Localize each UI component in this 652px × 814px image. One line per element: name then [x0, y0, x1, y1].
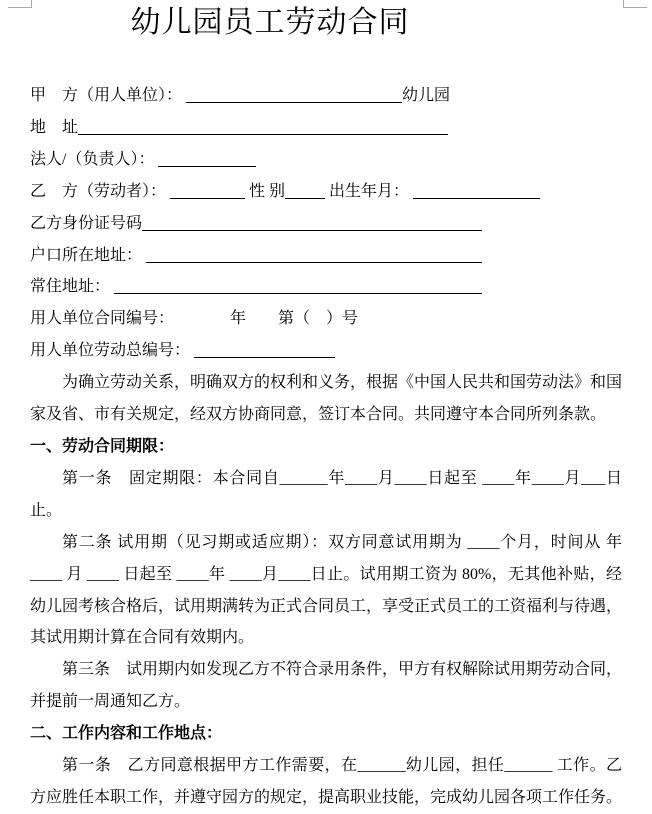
page-corner-mark-top-right — [623, 0, 647, 8]
field-text: 幼儿园 — [401, 87, 450, 104]
field-text: 常住地址： — [30, 278, 115, 296]
field-section — [30, 80, 622, 367]
form-line — [30, 112, 448, 144]
blank-underline — [186, 86, 402, 103]
paragraph: 第一条 乙方同意根据甲方工作需要，在______幼儿园，担任______ 工作。乙方应胜任本职工作，并遵守园方的规定，提高职业技能，完成幼儿园各项工作任务。 — [30, 757, 623, 806]
blank-underline — [413, 182, 540, 199]
paragraph: 第三条 试用期内如发现乙方不符合录用条件，甲方有权解除试用期劳动合同，并提前一周通知乙方。 — [30, 661, 623, 711]
blank-underline — [170, 182, 245, 199]
form-line — [30, 208, 482, 240]
blank-underline — [146, 246, 482, 263]
field-text: 乙方身份证号码 — [30, 214, 143, 232]
blank-underline — [285, 182, 325, 199]
blank-underline — [158, 150, 256, 167]
blank-underline — [142, 214, 482, 231]
paragraph: 第一条 固定期限：本合同自______年____月____日起至 ____年____月___日止。 — [30, 469, 622, 519]
blank-underline — [78, 118, 448, 135]
paragraph: 为确立劳动关系，明确双方的权利和义务，根据《中国人民共和国劳动法》和国家及省、市有关规定，经双方协商同意，签订本合同。共同遵守本合同所列条款。 — [30, 374, 623, 424]
document-title: 幼儿园员工劳动合同 — [130, 6, 410, 39]
form-line — [30, 271, 482, 303]
field-text: 地 址 — [30, 118, 79, 136]
form-line — [30, 240, 482, 272]
field-text: 出生年月： — [325, 182, 414, 200]
section-heading: 二、工作内容和工作地点： — [30, 725, 223, 743]
form-line — [30, 335, 335, 367]
field-text: 甲 方（用人单位）： — [30, 87, 187, 104]
form-line — [30, 80, 450, 112]
blank-underline — [194, 341, 335, 358]
field-text: 户口所在地址： — [30, 246, 147, 264]
section-heading: 一、劳动合同期限： — [30, 437, 175, 455]
field-text: 用人单位合同编号： 年 第（ ）号 — [30, 310, 359, 328]
page-corner-mark-top-left — [8, 0, 32, 8]
paragraph: 第二条 试用期（见习期或适应期）：双方同意试用期为 ____个月，时间从 年 ____ 月 ____ 日起至 ____年 ____月____日止。试用期工资为 80%，无其他补贴，经幼儿园考核合格后，试用期满转为正式合同员工，享受正式员工的工资福利与待遇，其试用期计算在合同有效期内。 — [30, 533, 623, 647]
field-text: 性 别 — [245, 182, 286, 200]
body-section — [30, 367, 622, 814]
field-text: 用人单位劳动总编号： — [30, 342, 195, 360]
field-text: 法人/（负责人）： — [30, 150, 159, 168]
form-line — [30, 144, 256, 176]
form-line — [30, 303, 622, 335]
form-line — [30, 176, 622, 208]
document-content[interactable] — [30, 0, 622, 814]
blank-underline — [114, 277, 482, 294]
field-text: 乙 方（劳动者）： — [30, 182, 171, 200]
